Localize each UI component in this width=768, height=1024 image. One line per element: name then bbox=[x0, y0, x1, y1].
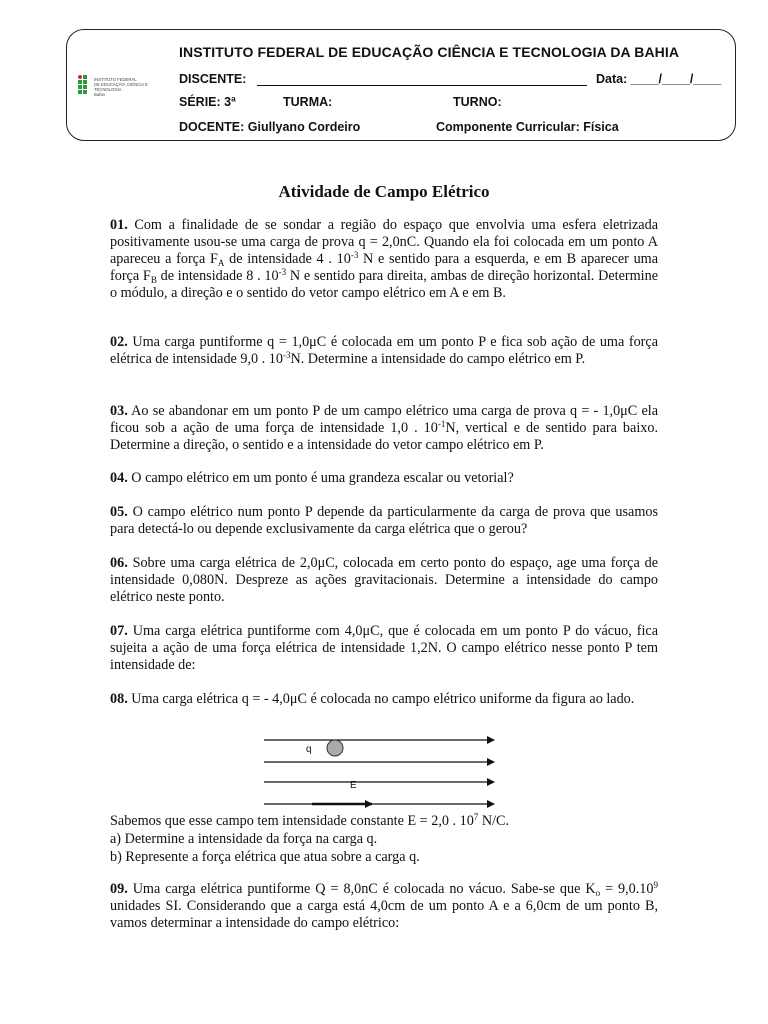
logo-text: INSTITUTO FEDERAL DE EDUCAÇÃO, CIÊNCIA E TECNOLOGIA Bahia bbox=[94, 77, 148, 97]
header-box bbox=[66, 29, 736, 141]
discente-field[interactable] bbox=[257, 85, 587, 86]
field-label: E bbox=[350, 780, 357, 791]
componente-label: Componente Curricular: Física bbox=[436, 120, 619, 134]
uniform-field-figure bbox=[262, 728, 502, 812]
q08-item-a: a) Determine a intensidade da força na carga q. bbox=[110, 831, 378, 847]
docente-label: DOCENTE: Giullyano Cordeiro bbox=[179, 120, 361, 134]
question-06: 06. Sobre uma carga elétrica de 2,0μC, colocada em certo ponto do espaço, age uma força de intensidade 0,080N. Despreze as ações gravitacionais. Determine a intensidade do campo elétrico neste ponto. bbox=[110, 555, 658, 605]
charge-q bbox=[327, 740, 343, 756]
question-04: 04. O campo elétrico em um ponto é uma grandeza escalar ou vetorial? bbox=[110, 470, 514, 486]
discente-label: DISCENTE: bbox=[179, 72, 247, 86]
question-07: 07. Uma carga elétrica puntiforme com 4,0μC, que é colocada em um ponto P do vácuo, fica sujeita a ação de uma força elétrica de intensidade 1,2N. O campo elétrico nesse ponto P tem intensidade de: bbox=[110, 623, 658, 673]
page-title: Atividade de Campo Elétrico bbox=[278, 182, 490, 201]
question-01: 01. Com a finalidade de se sondar a região do espaço que envolvia uma esfera eletrizada positivamente usou-se uma carga de prova q = 2,0nC. Quando ela foi colocada em um ponto A apareceu a força $F_A$ de intensidade 4 . $10^{-3}$ N e sentido para a esquerda, e em B aparecer uma força $F_B$ de intensidade 8 . $10^{-3}$ N e sentido para direita, ambas de direção horizontal. Determine o módulo, a direção e o sentido do vetor campo elétrico em A e em B. bbox=[110, 217, 659, 301]
data-label: Data: ____/____/____ bbox=[596, 72, 722, 86]
question-02: 02. Uma carga puntiforme q = 1,0μC é colocada em um ponto P e fica sob ação de uma força elétrica de intensidade 9,0 . $10^{-3}N$. Determine a intensidade do campo elétrico em P. bbox=[110, 334, 658, 367]
q08-statement: Sabemos que esse campo tem intensidade constante E = 2,0 . $10^7$ N/C. bbox=[110, 812, 510, 829]
logo-grid-icon bbox=[78, 75, 92, 96]
turma-label: TURMA: bbox=[283, 95, 333, 109]
question-09: 09. Uma carga elétrica puntiforme Q = 8,0nC é colocada no vácuo. Sabe-se que $K_o = 9,0.10^9$ unidades SI. Considerando que a carga está 4,0cm de um ponto A e a 6,0cm de um ponto B, vamos determinar a intensidade do campo elétrico: bbox=[110, 880, 658, 931]
institution-logo bbox=[78, 75, 168, 105]
question-03: 03. Ao se abandonar em um ponto P de um campo elétrico uma carga de prova q = - 1,0μC ela ficou sob a ação de uma força de intensidade 1,0 . $10^{-1}N$, vertical e de sentido para baixo. Determine a direção, o sentido e a intensidade do vetor campo elétrico em P. bbox=[110, 403, 658, 453]
institution-name: INSTITUTO FEDERAL DE EDUCAÇÃO CIÊNCIA E TECNOLOGIA DA BAHIA bbox=[179, 44, 680, 60]
turno-label: TURNO: bbox=[453, 95, 502, 109]
charge-label: q bbox=[306, 744, 312, 755]
serie-label: SÉRIE: 3ª bbox=[179, 95, 236, 109]
question-05: 05. O campo elétrico num ponto P depende da particularmente da carga de prova que usamos para detectá-lo ou depende exclusivamente da carga elétrica que o gerou? bbox=[110, 504, 658, 537]
q08-item-b: b) Represente a força elétrica que atua sobre a carga q. bbox=[110, 849, 420, 865]
question-08: 08. Uma carga elétrica q = - 4,0μC é colocada no campo elétrico uniforme da figura ao lado. bbox=[110, 691, 635, 707]
